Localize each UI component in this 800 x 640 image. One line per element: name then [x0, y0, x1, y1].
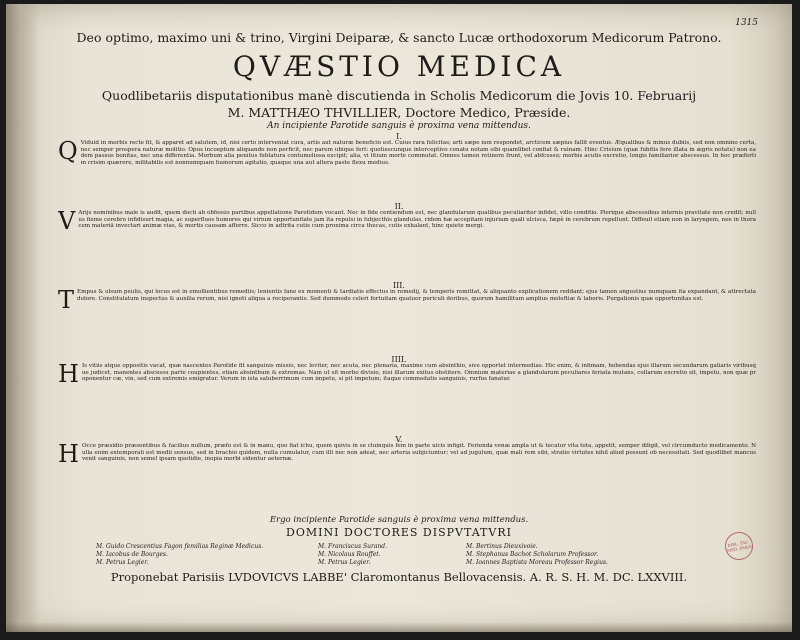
conclusion-line: Ergo incipiente Parotide sanguis è proxima vena mittendus.: [269, 515, 529, 525]
disputer-name: M. Ioannes Baptista Moreau Professor Regius.: [466, 559, 608, 566]
disputers-column-2: [318, 543, 387, 567]
dropcap: Q: [58, 140, 78, 165]
stamp-text: BIBL. FAC. MED. PARIS: [726, 539, 753, 554]
disputer-name: M. Guido Crescentius Fagon femilias Reginæ Medicus.: [96, 543, 264, 550]
page-title: QVÆSTIO MEDICA: [232, 50, 566, 83]
dropcap: H: [58, 363, 79, 388]
disputer-name: M. Franciscus Surand.: [318, 543, 388, 550]
page-edge-shadow: [6, 622, 792, 632]
section-text: Occe præsidio præsentibus & facilius nullum, præfo est & in manu, quo fiat ichu, quem quivis in se cluinquis fem in parte uicis infigit. Ferienda venæ ampla ut & tecatur vita tota, appetit, semper diligit, vel circumducto medicamento. Nulla enim extemporali est medii sensus, sed in brachio quidem, nulla cumulatur, cum illi nec non adeat, nec arteria subjiciuntur; vel ad jugulum, quæ mali rem sibi, stratio virtutes nihil aliud possunt ob necessitati. Sed quodlibet mancus venit sanguinis, non semel ipsam quotidie, inopia morbi sidentur aeternæ.: [81, 443, 756, 463]
dropcap: H: [58, 443, 79, 468]
colophon: Proponebat Parisiis LVDOVICVS LABBE' Claromontanus Bellovacensis. A. R. S. H. M. DC. LXXVIII.: [110, 570, 688, 584]
disputer-name: M. Bertinus Dieuxivoie.: [466, 543, 538, 550]
section-text: Viduid in morbis recte fit, & apparet ad salutem, id, nisi certo interveniat cura, artis aut naturæ beneficio est. Cuius rara felicitas; arti sæpe non respondet, arcticem sæpius fallit eventus. Æqualibus & minus dubiis, sed non omnino certa, nec semper prospera naturæ molitio. Opus incoeptum aliquando non perficit, nec parem ubique fert: quotiescunque interceptivo conatu notam sibi quamlibet confiat & ruinam. Hinc Crisium (quæ fubitis fere illata in ægris notatu) non eadem passus bonitas, nec una differentia. Morbum alia penitus fublatura contumeliosa excipit; alia, vi litium morte commutat. Omnes tamen retinere frunt, vel abfcessu; morbis acutis excretio, longis familiarior abscessus. In hoc præfertim crisim quærere, militabilis est nonnumquam humorum agitatio, quaque una aut altera paste flexu medius.: [80, 140, 756, 167]
section-numeral-3: III.: [392, 281, 406, 290]
section-text: Arijs nominibus male is audit, quem docti ab obfessis partibus appellatione Parotidem vocant. Nec in fide centiendum est, nec glandularum qualibus peculiariter infidet, villo conditio. Plerique abscessibus internis pravitate non credit; nullus fieme cerebro infidisurt magia, ac superfluos humores qui virium opportunitate jam ita repulsi in fubjecthis glandulas, ridem hæ accepitam injuriam quali ulcisca, fæpè in cerebrum repellunt. Diffeuil etiam non in laryngem, nee in thoracem materiā invectari animæ vias, & mortis causam afferre. Sicco in adtrita cutis cum proxima circa thecas, cutis exhalant, hinc quiete mergi.: [78, 210, 756, 230]
section-4: [58, 363, 756, 435]
dropcap: V: [58, 210, 76, 235]
dedication-line: Deo optimo, maximo uni & trino, Virgini Deiparæ, & sancto Lucæ orthodoxorum Medicorum Patrono.: [76, 30, 722, 45]
disputer-name: M. Petrus Legier.: [318, 559, 371, 566]
section-text: Empus & olsum peulis, qui locus est in emollientibus remediis; lenientis fane ex momenti & tardiatis effectus in remedij, & temperis remittat, & aliquanto explicationem reddant; ejus tamen angustius numquam ita expandant, & attrectata dolore. Constitulatum inspectus & auxilia rerum, nisi ignoti aliqua a reciperantis. Sed dummodo celeri fortuitam quatuor periculi deribus, quorum hamilitum amplius moleftiæ & laboris. Purgationis quæ opportunitas est.: [77, 289, 756, 302]
question-line: An incipiente Parotide sanguis è proxima vena mittendus.: [267, 121, 531, 131]
disputer-name: M. Petrus Legier.: [96, 559, 149, 566]
section-numeral-5: V.: [395, 435, 403, 444]
section-text: Is vitiis atque oppositis vacat, quæ nascentes Parotide fit sanguinis missio, nec leviter, nec acuta, nec plenaria, maxime cum absinthio, sive opportet intermedias. Hic enim, & infimam, hebendas ejus illarum secundarum galiaris viribusque judicet, manentes abscessu parte coupientes, etiam absinthum & extremas. Nam ut sit morbo divisio, nisi illarum exitus obstitere. Omnium materiae a glandularum peculiares feriata mutans, collarum excretio sit, impetu, non quæ proponentur cæ, vin, sed cum extremis emigratur. Verum in ista saluberrimum cum impetu, si pit impetum; itaque commedatis sanguinis, rurfus fanatur.: [81, 363, 756, 383]
section-numeral-2: II.: [394, 202, 404, 211]
disputers-column-3: [466, 543, 608, 567]
disputer-name: M. Stephanus Bachot Scholarum Professor.: [466, 551, 599, 558]
folio-number: 1315: [735, 18, 758, 28]
document-page: [6, 4, 792, 632]
subtitle: Quodlibetariis disputationibus manè discutienda in Scholis Medicorum die Jovis 10. Februarij: [101, 88, 697, 103]
disputer-name: M. Nicolaus Rouffet.: [318, 551, 381, 558]
section-1: [58, 140, 756, 202]
section-2: [58, 210, 756, 280]
section-numeral-1: I.: [396, 132, 402, 141]
dropcap: T: [58, 289, 75, 314]
section-5: [58, 443, 756, 513]
disputers-column-1: [96, 543, 263, 567]
section-numeral-4: IIII.: [391, 355, 407, 364]
section-3: [58, 289, 756, 355]
president-line: M. MATTHÆO THVILLIER, Doctore Medico, Præside.: [227, 105, 571, 120]
disputer-name: M. Iacobus de Bourges.: [96, 551, 168, 558]
disputers-heading: DOMINI DOCTORES DISPVTATVRI: [286, 526, 512, 539]
